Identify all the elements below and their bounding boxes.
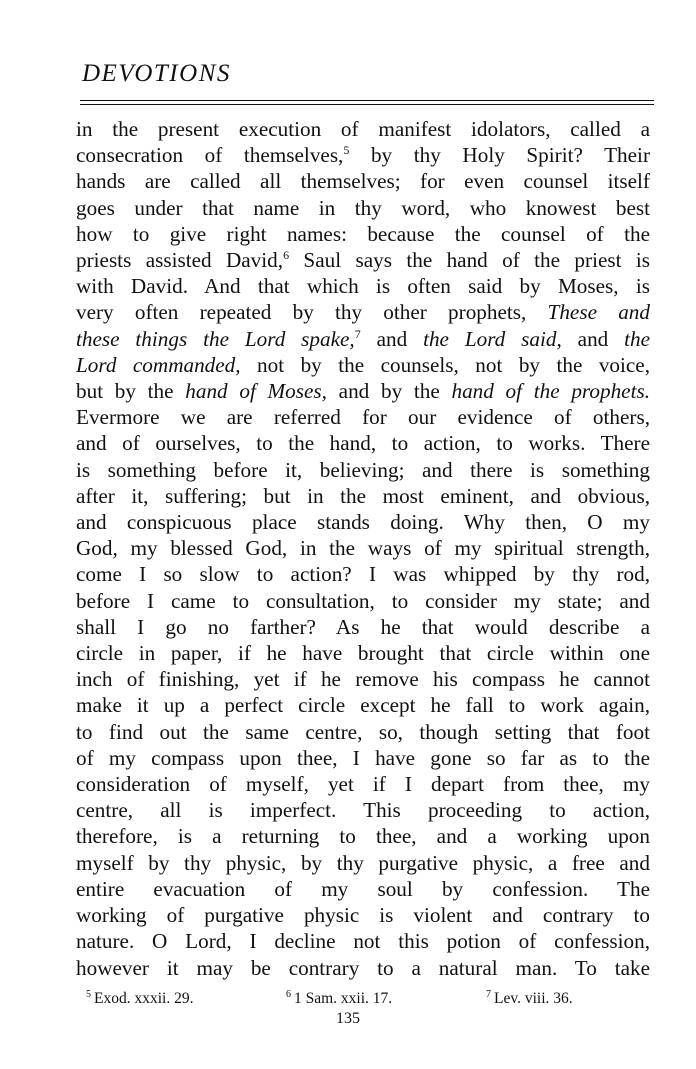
text-run: how to give right names: because the counsel of the xyxy=(76,221,650,246)
text-run: priests assisted David, xyxy=(76,248,284,273)
text-run: circle in paper, if he have brought that circle within one xyxy=(76,641,650,666)
text-line xyxy=(76,955,650,981)
text-line xyxy=(76,719,650,745)
text-run: and xyxy=(360,326,424,351)
text-line xyxy=(76,326,650,352)
text-run: and xyxy=(561,326,625,351)
text-line xyxy=(76,640,650,666)
text-line xyxy=(76,404,650,430)
text-run: inch of finishing, yet if he remove his compass he cannot xyxy=(76,667,650,692)
text-run: with David. And that which is often said by Moses, is xyxy=(76,274,650,299)
text-line xyxy=(76,352,650,378)
text-line xyxy=(76,509,650,535)
text-line xyxy=(76,823,650,849)
text-line xyxy=(76,195,650,221)
italic-run: hand of the prophets. xyxy=(451,379,650,404)
text-run: and conspicuous place stands doing. Why then, O my xyxy=(76,510,650,535)
text-run: myself by thy physic, by thy purgative physic, a free and xyxy=(76,850,650,875)
text-line xyxy=(76,850,650,876)
text-run: consideration of myself, yet if I depart from thee, my xyxy=(76,772,650,797)
text-run: God, my blessed God, in the ways of my spiritual strength, xyxy=(76,536,650,561)
text-run: after it, suffering; but in the most eminent, and obvious, xyxy=(76,483,650,508)
italic-run: Lord commanded, xyxy=(76,352,241,377)
footnote-text: Exod. xxxii. 29. xyxy=(94,990,194,1007)
text-run: of my compass upon thee, I have gone so far as to the xyxy=(76,745,650,770)
text-run: is something before it, believing; and there is something xyxy=(76,457,650,482)
footnote-text: Lev. viii. 36. xyxy=(494,990,573,1007)
text-run: consecration of themselves, xyxy=(76,143,344,168)
text-line xyxy=(76,902,650,928)
text-line xyxy=(76,273,650,299)
text-line xyxy=(76,430,650,456)
page-number: 135 xyxy=(336,1010,360,1027)
footnote xyxy=(486,990,573,1008)
text-line xyxy=(76,168,650,194)
italic-run: the Lord said, xyxy=(423,326,562,351)
text-run: by thy Holy Spirit? Their xyxy=(349,143,650,168)
footnote-ref: 7 xyxy=(354,326,361,341)
footnote xyxy=(86,990,193,1008)
text-run: hands are called all themselves; for even counsel itself xyxy=(76,169,650,194)
text-run: entire evacuation of my soul by confession. The xyxy=(76,876,650,901)
text-run: but by the xyxy=(76,379,186,404)
text-run: not by the counsels, not by the voice, xyxy=(240,352,651,377)
italic-run: these things the Lord spake, xyxy=(76,326,355,351)
footnote xyxy=(286,990,392,1008)
text-line xyxy=(76,745,650,771)
text-line xyxy=(76,457,650,483)
text-run: to find out the same centre, so, though setting that foot xyxy=(76,719,650,744)
text-run: shall I go no farther? As he that would describe a xyxy=(76,614,650,639)
italic-run: the xyxy=(624,326,651,351)
text-line xyxy=(76,614,650,640)
text-run: and by the xyxy=(326,379,452,404)
text-run: centre, all is imperfect. This proceeding to action, xyxy=(76,798,650,823)
text-run: and of ourselves, to the hand, to action, to works. There xyxy=(76,431,650,456)
body-text xyxy=(76,116,650,981)
footnote-number: 7 xyxy=(486,988,491,1000)
text-run: in the present execution of manifest idolators, called a xyxy=(76,117,650,141)
text-line xyxy=(76,588,650,614)
text-line xyxy=(76,771,650,797)
text-line xyxy=(76,483,650,509)
text-line xyxy=(76,666,650,692)
text-line xyxy=(76,142,650,168)
text-run: Saul says the hand of the priest is xyxy=(289,248,651,273)
header-rule xyxy=(80,100,654,105)
text-line xyxy=(76,299,650,325)
text-run: therefore, is a returning to thee, and a working upon xyxy=(76,824,650,849)
text-line xyxy=(76,116,650,142)
text-run: before I came to consultation, to consider my state; and xyxy=(76,588,650,613)
running-head: DEVOTIONS xyxy=(82,60,231,87)
italic-run: These and xyxy=(547,300,650,325)
footnote-number: 5 xyxy=(86,988,91,1000)
italic-run: hand of Moses, xyxy=(185,379,327,404)
text-run: very often repeated by thy other prophets, xyxy=(76,300,548,325)
text-run: however it may be contrary to a natural man. To take xyxy=(76,955,650,980)
text-line xyxy=(76,692,650,718)
footnote-ref: 5 xyxy=(343,143,350,158)
text-line xyxy=(76,221,650,247)
text-line xyxy=(76,928,650,954)
text-run: working of purgative physic is violent and contrary to xyxy=(76,903,650,928)
footnote-text: 1 Sam. xxii. 17. xyxy=(294,990,393,1007)
text-run: come I so slow to action? I was whipped by thy rod, xyxy=(76,562,650,587)
text-line xyxy=(76,247,650,273)
text-line xyxy=(76,876,650,902)
text-run: make it up a perfect circle except he fall to work again, xyxy=(76,693,650,718)
text-line xyxy=(76,535,650,561)
text-run: Evermore we are referred for our evidence of others, xyxy=(76,405,650,430)
text-line xyxy=(76,378,650,404)
footnote-number: 6 xyxy=(286,988,291,1000)
text-line xyxy=(76,561,650,587)
text-run: nature. O Lord, I decline not this potion of confession, xyxy=(76,929,650,954)
text-run: goes under that name in thy word, who knowest best xyxy=(76,195,650,220)
text-line xyxy=(76,797,650,823)
footnote-ref: 6 xyxy=(283,247,290,262)
